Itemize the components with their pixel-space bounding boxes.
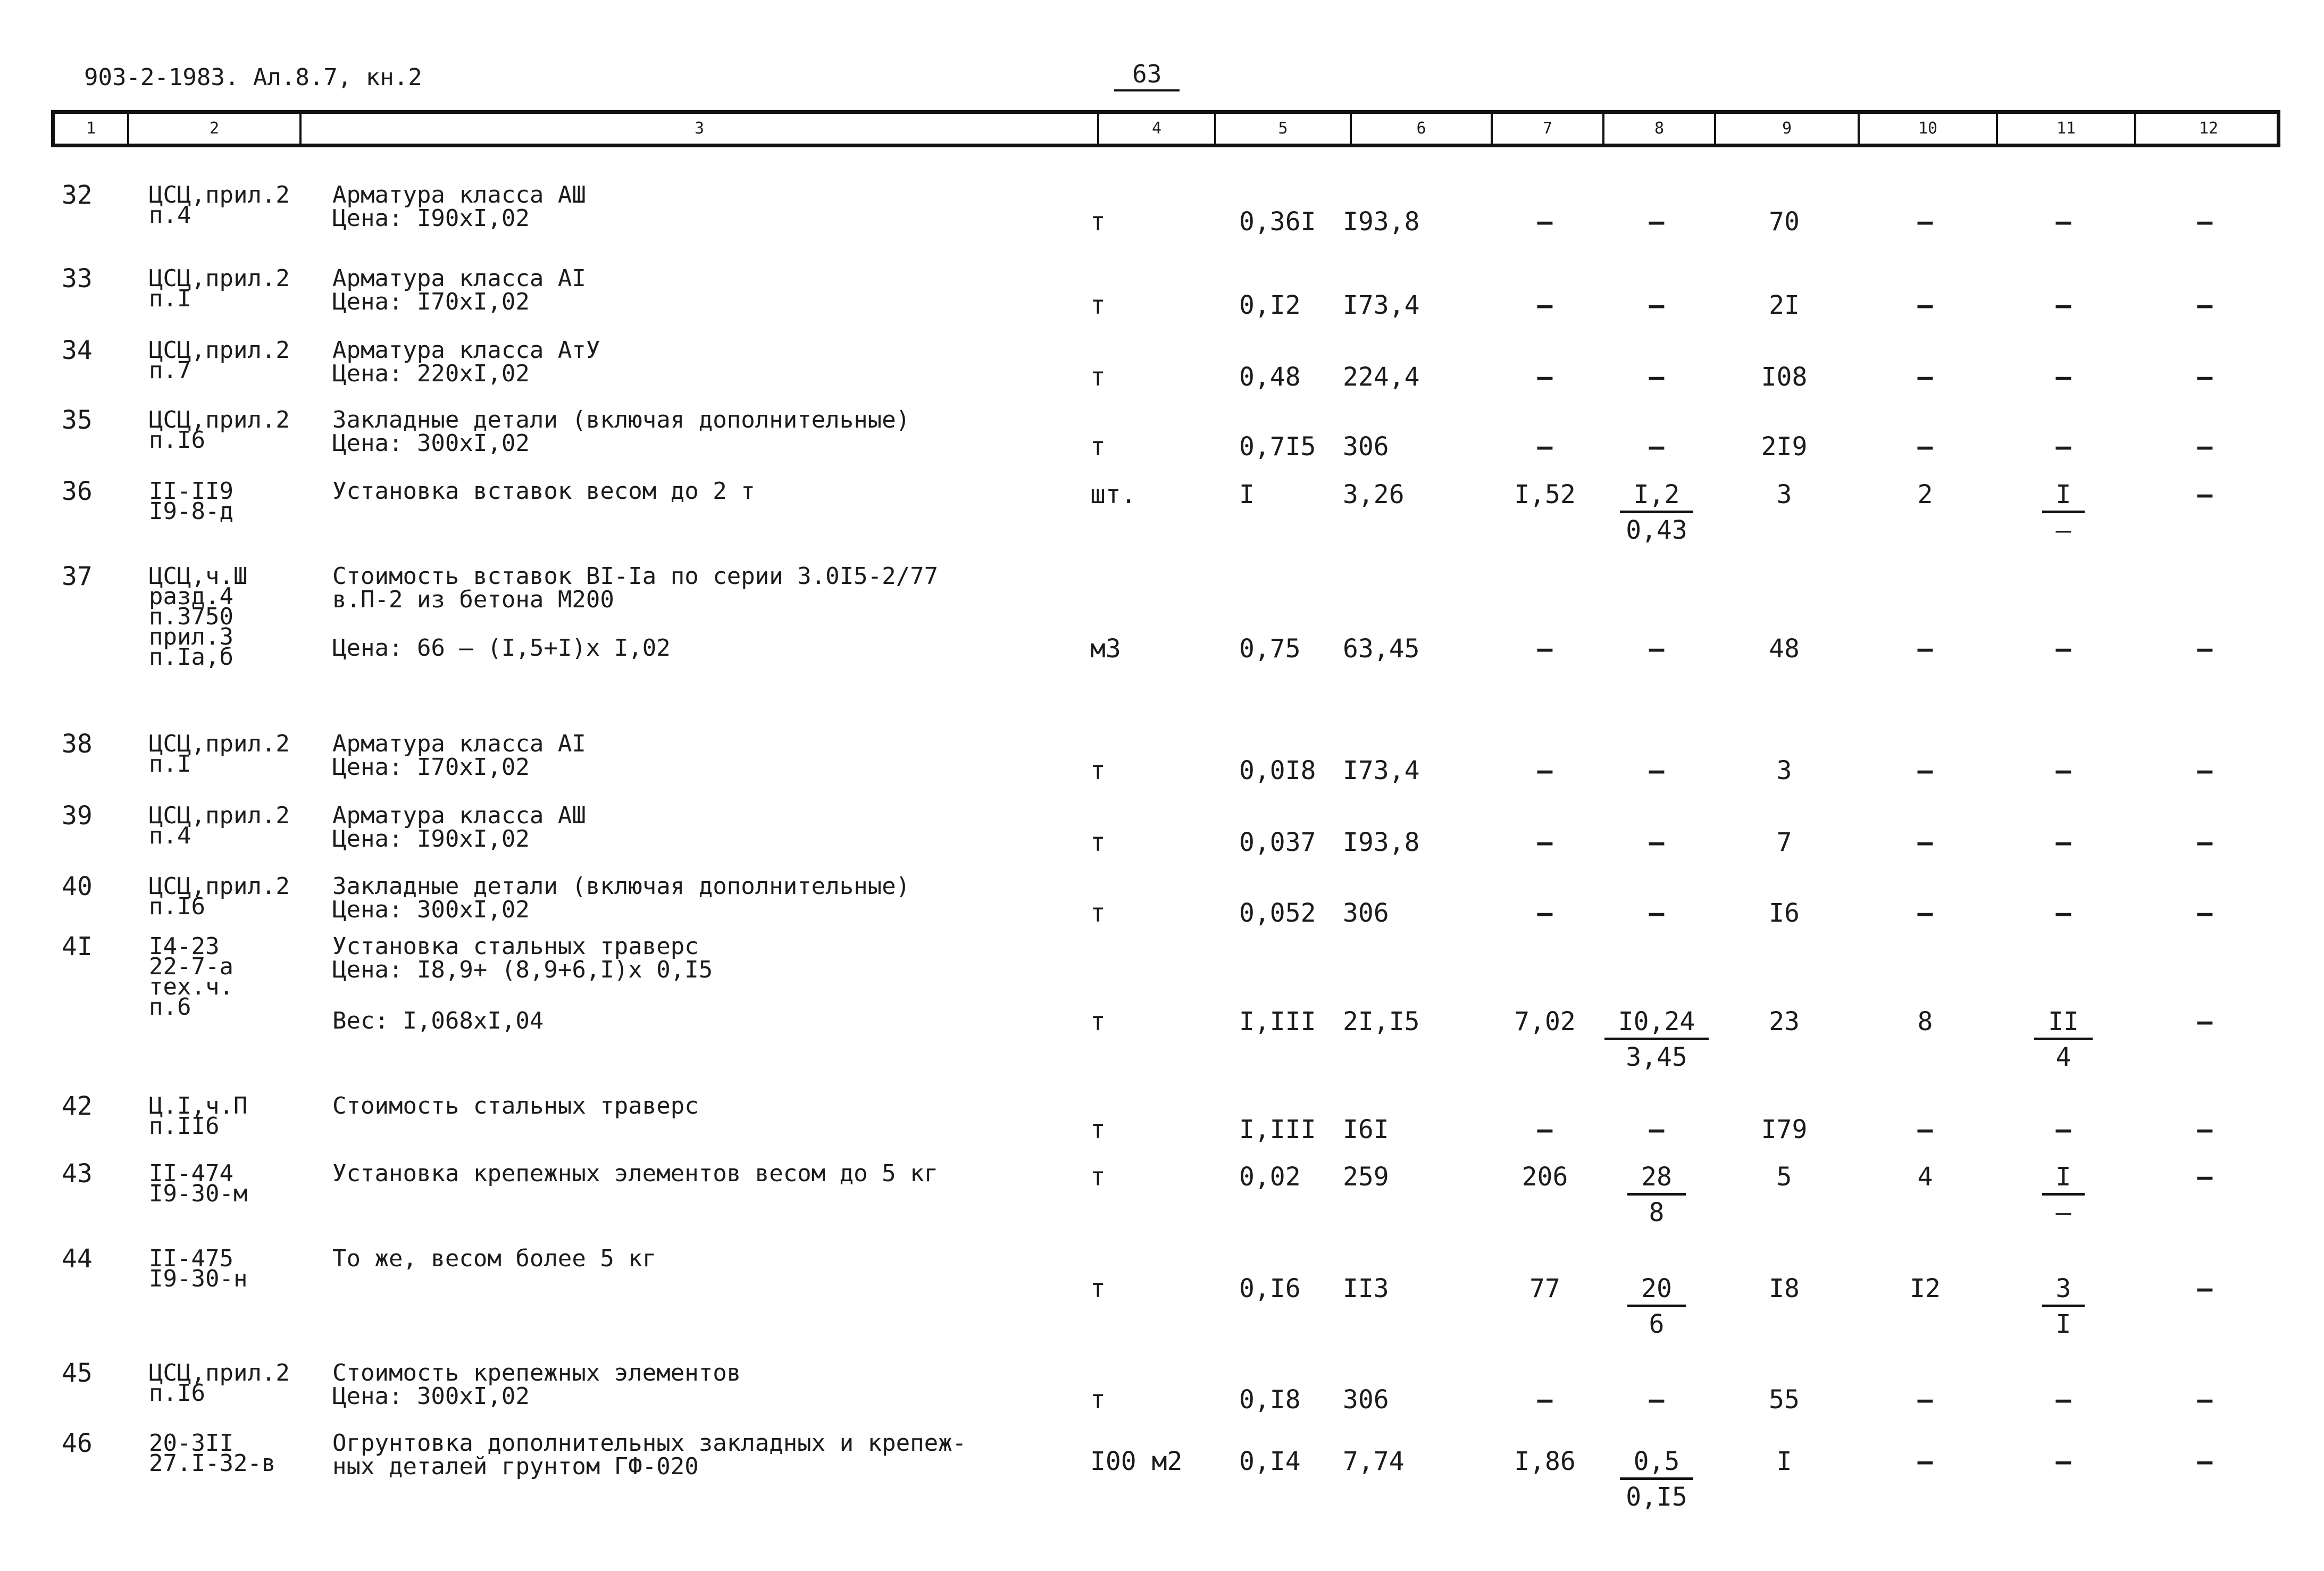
column-11-cell: – (2055, 828, 2071, 857)
materials-cost-cell: I8 (1769, 1274, 1800, 1303)
column-10-cell: – (1917, 432, 1933, 462)
labor-cost-cell: I,86 (1514, 1447, 1576, 1476)
unit-price-cell: I6I (1343, 1115, 1389, 1144)
row-description-line: Закладные детали (включая дополнительные) (332, 873, 910, 900)
column-header-cell: 1 (55, 114, 129, 144)
machine-cost-cell: – (1649, 432, 1665, 462)
row-description-line: То же, весом более 5 кг (332, 1245, 657, 1272)
row-description-line: Установка стальных траверс (332, 933, 699, 960)
row-description-line: Цена: I90хI,02 (332, 825, 530, 853)
column-10-cell: 2 (1917, 480, 1933, 509)
column-11-fraction (1994, 1162, 2133, 1230)
column-11-cell: – (2055, 362, 2071, 392)
unit-cell: т (1090, 1007, 1106, 1037)
row-code-line: п.Iа,б (149, 644, 233, 671)
document-reference: 903-2-1983. Ал.8.7, кн.2 (84, 64, 422, 91)
machine-cost-fraction (1601, 1447, 1712, 1514)
column-header-cell: 8 (1604, 114, 1716, 144)
row-description-line: Цена: I70хI,02 (332, 288, 530, 315)
column-11-cell: – (2055, 207, 2071, 237)
unit-price-cell: 306 (1343, 432, 1389, 462)
unit-cell: т (1090, 1274, 1106, 1303)
column-11-cell: – (2055, 1385, 2071, 1415)
machine-cost-cell: – (1649, 756, 1665, 786)
row-description-line: ных деталей грунтом ГФ-020 (332, 1453, 699, 1480)
row-code-line: I9-30-н (149, 1265, 248, 1292)
row-code-line: ЦСЦ,прил.2 (149, 873, 290, 900)
row-number: 33 (62, 264, 93, 294)
row-code-line: п.4 (149, 202, 191, 229)
column-10-cell: 8 (1917, 1007, 1933, 1037)
row-description-line: Цена: 300хI,02 (332, 896, 530, 923)
row-code-line: ЦСЦ,прил.2 (149, 181, 290, 208)
labor-cost-cell: – (1537, 207, 1553, 237)
row-description-line: Цена: I90хI,02 (332, 205, 530, 232)
quantity-cell: 0,0I8 (1239, 756, 1316, 786)
quantity-cell: 0,75 (1239, 634, 1301, 664)
machine-cost-cell: – (1649, 362, 1665, 392)
fraction-numerator: II (2034, 1007, 2093, 1040)
column-header-cell: 4 (1099, 114, 1216, 144)
column-12-cell: – (2197, 1115, 2213, 1144)
column-header-cell: 5 (1216, 114, 1352, 144)
row-code-line: п.4 (149, 822, 191, 849)
row-code-line: ЦСЦ,прил.2 (149, 337, 290, 364)
row-code-line: разд.4 (149, 583, 233, 610)
fraction-numerator: 0,5 (1620, 1447, 1694, 1480)
machine-cost-fraction (1601, 1162, 1712, 1230)
unit-cell: т (1090, 1385, 1106, 1415)
row-description-line: Установка крепежных элементов весом до 5 кг (332, 1160, 939, 1187)
column-12-cell: – (2197, 1007, 2213, 1037)
unit-cell: т (1090, 432, 1106, 462)
materials-cost-cell: 70 (1769, 207, 1800, 237)
column-10-cell: 4 (1917, 1162, 1933, 1192)
row-number: 46 (62, 1428, 93, 1458)
row-description-line: Стоимость стальных траверс (332, 1092, 699, 1119)
fraction-numerator: 3 (2042, 1274, 2085, 1307)
unit-cell: т (1090, 362, 1106, 392)
quantity-cell: 0,02 (1239, 1162, 1301, 1192)
unit-price-cell: 3,26 (1343, 480, 1405, 509)
row-description-line: Цена: 300хI,02 (332, 1383, 530, 1410)
column-12-cell: – (2197, 1162, 2213, 1192)
fraction-denominator: 4 (2055, 1042, 2071, 1072)
column-10-cell: – (1917, 828, 1933, 857)
machine-cost-cell: – (1649, 634, 1665, 664)
quantity-cell: 0,7I5 (1239, 432, 1316, 462)
column-11-fraction (1994, 1274, 2133, 1341)
unit-cell: I00 м2 (1090, 1447, 1183, 1476)
column-header-cell: 7 (1493, 114, 1604, 144)
column-11-cell: – (2055, 1447, 2071, 1476)
column-12-cell: – (2197, 1274, 2213, 1303)
row-number: 35 (62, 405, 93, 435)
row-code-line: 27.I-32-в (149, 1450, 276, 1477)
fraction-denominator: – (2055, 1198, 2071, 1227)
machine-cost-cell: – (1649, 828, 1665, 857)
row-description-line: Огрунтовка дополнительных закладных и крепеж- (332, 1430, 967, 1457)
materials-cost-cell: 48 (1769, 634, 1800, 664)
row-description-line: Цена: I8,9+ (8,9+6,I)х 0,I5 (332, 956, 713, 983)
row-code-line: II-474 (149, 1160, 233, 1187)
machine-cost-fraction (1601, 480, 1712, 547)
machine-cost-fraction (1601, 1007, 1712, 1074)
column-header-cell: 10 (1860, 114, 1998, 144)
fraction-denominator: 6 (1649, 1309, 1665, 1339)
column-10-cell: – (1917, 362, 1933, 392)
row-code-line: п.I (149, 285, 191, 312)
column-12-cell: – (2197, 290, 2213, 320)
fraction-numerator: 20 (1627, 1274, 1686, 1307)
column-header-cell: 11 (1998, 114, 2136, 144)
row-description-line: Арматура класса АШ (332, 802, 586, 829)
quantity-cell: I,III (1239, 1007, 1316, 1037)
row-description-line: в.П-2 из бетона М200 (332, 586, 614, 613)
quantity-cell: 0,I2 (1239, 290, 1301, 320)
labor-cost-cell: – (1537, 828, 1553, 857)
column-11-cell: – (2055, 1115, 2071, 1144)
labor-cost-cell: 7,02 (1514, 1007, 1576, 1037)
unit-price-cell: 306 (1343, 1385, 1389, 1415)
unit-price-cell: 7,74 (1343, 1447, 1405, 1476)
row-description-line: Цена: I70хI,02 (332, 754, 530, 781)
row-code-line: прил.3 (149, 623, 233, 650)
column-10-cell: – (1917, 207, 1933, 237)
fraction-numerator: I (2042, 480, 2085, 513)
labor-cost-cell: – (1537, 290, 1553, 320)
labor-cost-cell: – (1537, 634, 1553, 664)
column-12-cell: – (2197, 432, 2213, 462)
row-description-line: Цена: 220хI,02 (332, 360, 530, 387)
row-number: 43 (62, 1159, 93, 1189)
row-code-line: ЦСЦ,прил.2 (149, 265, 290, 292)
column-12-cell: – (2197, 634, 2213, 664)
quantity-cell: 0,052 (1239, 898, 1316, 928)
row-code-line: ЦСЦ,прил.2 (149, 730, 290, 757)
labor-cost-cell: I,52 (1514, 480, 1576, 509)
materials-cost-cell: 2I9 (1761, 432, 1808, 462)
materials-cost-cell: 2I (1769, 290, 1800, 320)
machine-cost-fraction (1601, 1274, 1712, 1341)
column-10-cell: – (1917, 1447, 1933, 1476)
unit-cell: т (1090, 828, 1106, 857)
page-number-text: 63 (1132, 60, 1162, 88)
row-description-line: Стоимость крепежных элементов (332, 1359, 741, 1386)
row-code-line: ЦСЦ,прил.2 (149, 802, 290, 829)
quantity-cell: 0,I4 (1239, 1447, 1301, 1476)
row-number: 45 (62, 1358, 93, 1388)
column-10-cell: – (1917, 756, 1933, 786)
row-number: 40 (62, 872, 93, 901)
page-number (1114, 60, 1180, 91)
labor-cost-cell: 206 (1522, 1162, 1568, 1192)
column-10-cell: – (1917, 898, 1933, 928)
quantity-cell: I (1239, 480, 1255, 509)
fraction-numerator: I,2 (1620, 480, 1694, 513)
materials-cost-cell: 23 (1769, 1007, 1800, 1037)
unit-price-cell: I93,8 (1343, 828, 1420, 857)
row-code-line: I4-23 (149, 933, 220, 960)
materials-cost-cell: 5 (1776, 1162, 1792, 1192)
column-10-cell: – (1917, 1115, 1933, 1144)
column-12-cell: – (2197, 1447, 2213, 1476)
unit-price-cell: 259 (1343, 1162, 1389, 1192)
machine-cost-cell: – (1649, 898, 1665, 928)
column-11-cell: – (2055, 756, 2071, 786)
row-number: 36 (62, 477, 93, 506)
row-description-line: Цена: 66 – (I,5+I)х I,02 (332, 634, 671, 662)
unit-price-cell: II3 (1343, 1274, 1389, 1303)
row-code-line: п.6 (149, 993, 191, 1021)
row-description-line: Вес: I,068хI,04 (332, 1007, 544, 1034)
row-code-line: п.I6 (149, 893, 205, 920)
labor-cost-cell: – (1537, 756, 1553, 786)
quantity-cell: 0,I6 (1239, 1274, 1301, 1303)
unit-price-cell: 2I,I5 (1343, 1007, 1420, 1037)
column-12-cell: – (2197, 1385, 2213, 1415)
unit-cell: т (1090, 1162, 1106, 1192)
labor-cost-cell: – (1537, 1385, 1553, 1415)
column-header-row (51, 110, 2280, 147)
unit-price-cell: I73,4 (1343, 290, 1420, 320)
column-header-cell: 3 (302, 114, 1099, 144)
machine-cost-cell: – (1649, 290, 1665, 320)
row-description-line: Арматура класса АтУ (332, 337, 600, 364)
quantity-cell: I,III (1239, 1115, 1316, 1144)
row-code-line: II-II9 (149, 478, 233, 505)
row-code-line: п.3750 (149, 603, 233, 630)
machine-cost-cell: – (1649, 1385, 1665, 1415)
row-description-line: Арматура класса АШ (332, 181, 586, 208)
fraction-denominator: 3,45 (1626, 1042, 1687, 1072)
machine-cost-cell: – (1649, 1115, 1665, 1144)
row-code-line: ЦСЦ,прил.2 (149, 1359, 290, 1386)
row-number: 39 (62, 801, 93, 831)
fraction-denominator: 0,I5 (1626, 1482, 1687, 1512)
materials-cost-cell: 3 (1776, 480, 1792, 509)
materials-cost-cell: I79 (1761, 1115, 1808, 1144)
column-11-cell: – (2055, 898, 2071, 928)
materials-cost-cell: 7 (1776, 828, 1792, 857)
fraction-numerator: 28 (1627, 1162, 1686, 1196)
row-number: 44 (62, 1244, 93, 1274)
column-12-cell: – (2197, 756, 2213, 786)
row-code-line: ЦСЦ,прил.2 (149, 406, 290, 433)
materials-cost-cell: 3 (1776, 756, 1792, 786)
quantity-cell: 0,037 (1239, 828, 1316, 857)
column-12-cell: – (2197, 207, 2213, 237)
machine-cost-cell: – (1649, 207, 1665, 237)
labor-cost-cell: – (1537, 898, 1553, 928)
column-10-cell: – (1917, 634, 1933, 664)
column-header-cell: 2 (129, 114, 302, 144)
column-11-cell: – (2055, 634, 2071, 664)
column-12-cell: – (2197, 480, 2213, 509)
row-code-line: п.I6 (149, 1380, 205, 1407)
materials-cost-cell: I08 (1761, 362, 1808, 392)
materials-cost-cell: I (1776, 1447, 1792, 1476)
unit-cell: шт. (1090, 480, 1136, 509)
unit-price-cell: 224,4 (1343, 362, 1420, 392)
unit-price-cell: 306 (1343, 898, 1389, 928)
row-code-line: 22-7-а (149, 953, 233, 980)
unit-cell: т (1090, 207, 1106, 237)
row-code-line: I9-30-м (149, 1180, 248, 1207)
row-number: 37 (62, 562, 93, 591)
unit-cell: м3 (1090, 634, 1121, 664)
column-11-cell: – (2055, 290, 2071, 320)
row-code-line: п.II6 (149, 1113, 220, 1140)
labor-cost-cell: – (1537, 1115, 1553, 1144)
row-number: 34 (62, 336, 93, 365)
column-header-cell: 6 (1352, 114, 1493, 144)
column-11-cell: – (2055, 432, 2071, 462)
row-number: 4I (62, 932, 93, 962)
column-10-cell: – (1917, 290, 1933, 320)
row-code-line: Ц.I,ч.П (149, 1092, 248, 1119)
row-number: 38 (62, 729, 93, 759)
row-description-line: Арматура класса АI (332, 730, 586, 757)
quantity-cell: 0,48 (1239, 362, 1301, 392)
row-description-line: Закладные детали (включая дополнительные) (332, 406, 910, 433)
fraction-denominator: I (2055, 1309, 2071, 1339)
row-code-line: тех.ч. (149, 973, 233, 1000)
unit-cell: т (1090, 1115, 1106, 1144)
row-description-line: Установка вставок весом до 2 т (332, 478, 755, 505)
unit-cell: т (1090, 290, 1106, 320)
row-code-line: I9-8-д (149, 498, 233, 525)
labor-cost-cell: – (1537, 432, 1553, 462)
fraction-denominator: 0,43 (1626, 515, 1687, 545)
column-11-fraction (1994, 1007, 2133, 1074)
fraction-denominator: – (2055, 515, 2071, 545)
column-12-cell: – (2197, 898, 2213, 928)
labor-cost-cell: – (1537, 362, 1553, 392)
row-code-line: п.I6 (149, 427, 205, 454)
row-code-line: п.I (149, 750, 191, 778)
column-header-cell: 9 (1716, 114, 1860, 144)
column-12-cell: – (2197, 828, 2213, 857)
row-code-line: 20-3II (149, 1430, 233, 1457)
quantity-cell: 0,36I (1239, 207, 1316, 237)
column-10-cell: – (1917, 1385, 1933, 1415)
materials-cost-cell: I6 (1769, 898, 1800, 928)
row-description-line: Стоимость вставок ВI-Iа по серии 3.0I5-2/77 (332, 563, 939, 590)
row-code-line: п.7 (149, 357, 191, 384)
fraction-numerator: I (2042, 1162, 2085, 1196)
fraction-numerator: I0,24 (1604, 1007, 1709, 1040)
column-11-fraction (1994, 480, 2133, 547)
column-12-cell: – (2197, 362, 2213, 392)
labor-cost-cell: 77 (1529, 1274, 1560, 1303)
column-10-cell: I2 (1910, 1274, 1941, 1303)
row-description-line: Цена: 300хI,02 (332, 430, 530, 457)
fraction-denominator: 8 (1649, 1198, 1665, 1227)
unit-cell: т (1090, 756, 1106, 786)
unit-price-cell: 63,45 (1343, 634, 1420, 664)
materials-cost-cell: 55 (1769, 1385, 1800, 1415)
quantity-cell: 0,I8 (1239, 1385, 1301, 1415)
column-header-cell: 12 (2198, 119, 2219, 138)
row-description-line: Арматура класса АI (332, 265, 586, 292)
unit-price-cell: I93,8 (1343, 207, 1420, 237)
unit-price-cell: I73,4 (1343, 756, 1420, 786)
row-code-line: II-475 (149, 1245, 233, 1272)
row-number: 42 (62, 1091, 93, 1121)
unit-cell: т (1090, 898, 1106, 928)
row-number: 32 (62, 180, 93, 210)
row-code-line: ЦСЦ,ч.Ш (149, 563, 248, 590)
